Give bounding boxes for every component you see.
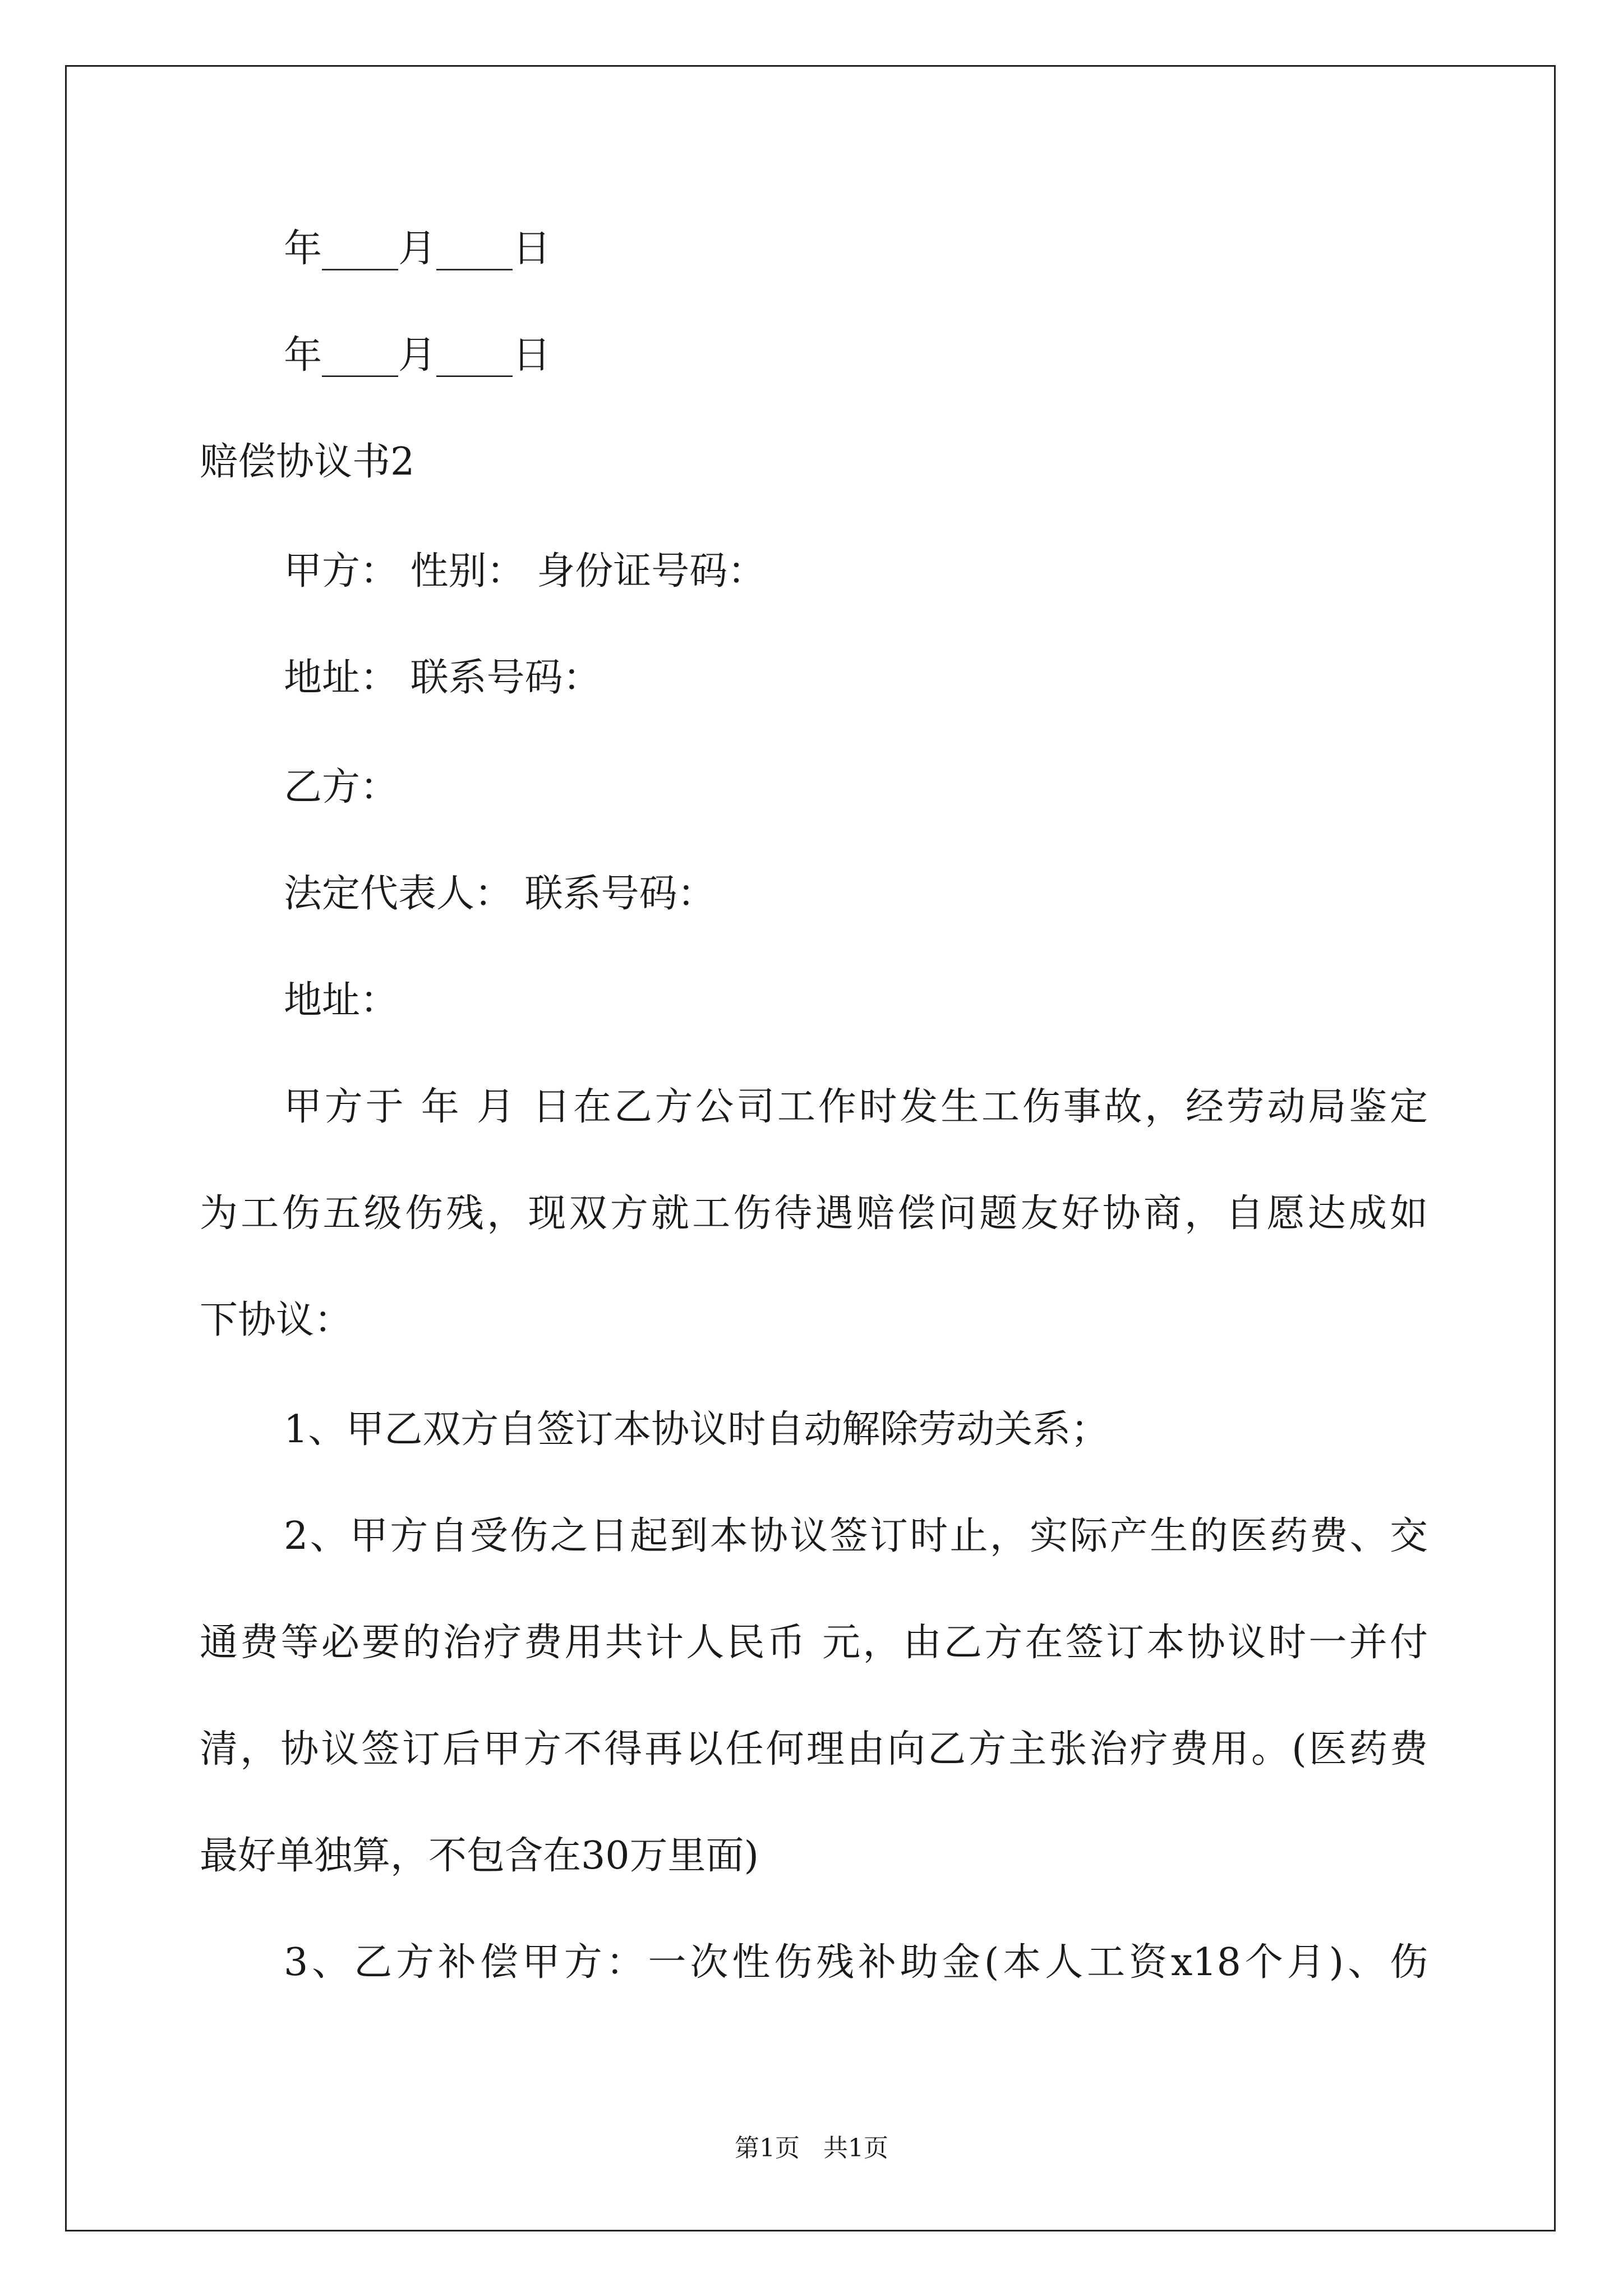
page-number-footer: 第1页 共1页 <box>735 2134 888 2162</box>
party-a-address-line: 地址： 联系号码： <box>284 656 601 700</box>
paragraph-intro-line-1: 甲方于 年 月 日在乙方公司工作时发生工伤事故，经劳动局鉴定 <box>284 1085 1428 1129</box>
page-border <box>65 65 1556 2231</box>
clause-2-line-4: 最好单独算，不包含在30万里面) <box>200 1834 759 1878</box>
date-line-1: 年____月____日 <box>284 227 551 271</box>
clause-2-line-1: 2、甲方自受伤之日起到本协议签订时止，实际产生的医药费、交 <box>284 1514 1428 1558</box>
paragraph-intro-line-3: 下协议： <box>200 1298 353 1342</box>
legal-representative-line: 法定代表人： 联系号码： <box>284 872 716 916</box>
clause-3-line-1: 3、乙方补偿甲方：一次性伤残补助金(本人工资x18个月)、伤 <box>284 1940 1428 1985</box>
section-title: 赔偿协议书2 <box>200 440 415 484</box>
party-b-address-line: 地址： <box>284 978 399 1023</box>
paragraph-intro-line-2: 为工伤五级伤残，现双方就工伤待遇赔偿问题友好协商，自愿达成如 <box>200 1191 1428 1236</box>
clause-1: 1、甲乙双方自签订本协议时自动解除劳动关系； <box>284 1407 1109 1452</box>
clause-2-line-2: 通费等必要的治疗费用共计人民币 元，由乙方在签订本协议时一并付 <box>200 1621 1428 1665</box>
date-line-2: 年____月____日 <box>284 333 551 378</box>
party-b-line: 乙方： <box>284 765 399 809</box>
party-a-line: 甲方： 性别： 身份证号码： <box>284 549 766 593</box>
clause-2-line-3: 清，协议签订后甲方不得再以任何理由向乙方主张治疗费用。(医药费 <box>200 1727 1428 1772</box>
